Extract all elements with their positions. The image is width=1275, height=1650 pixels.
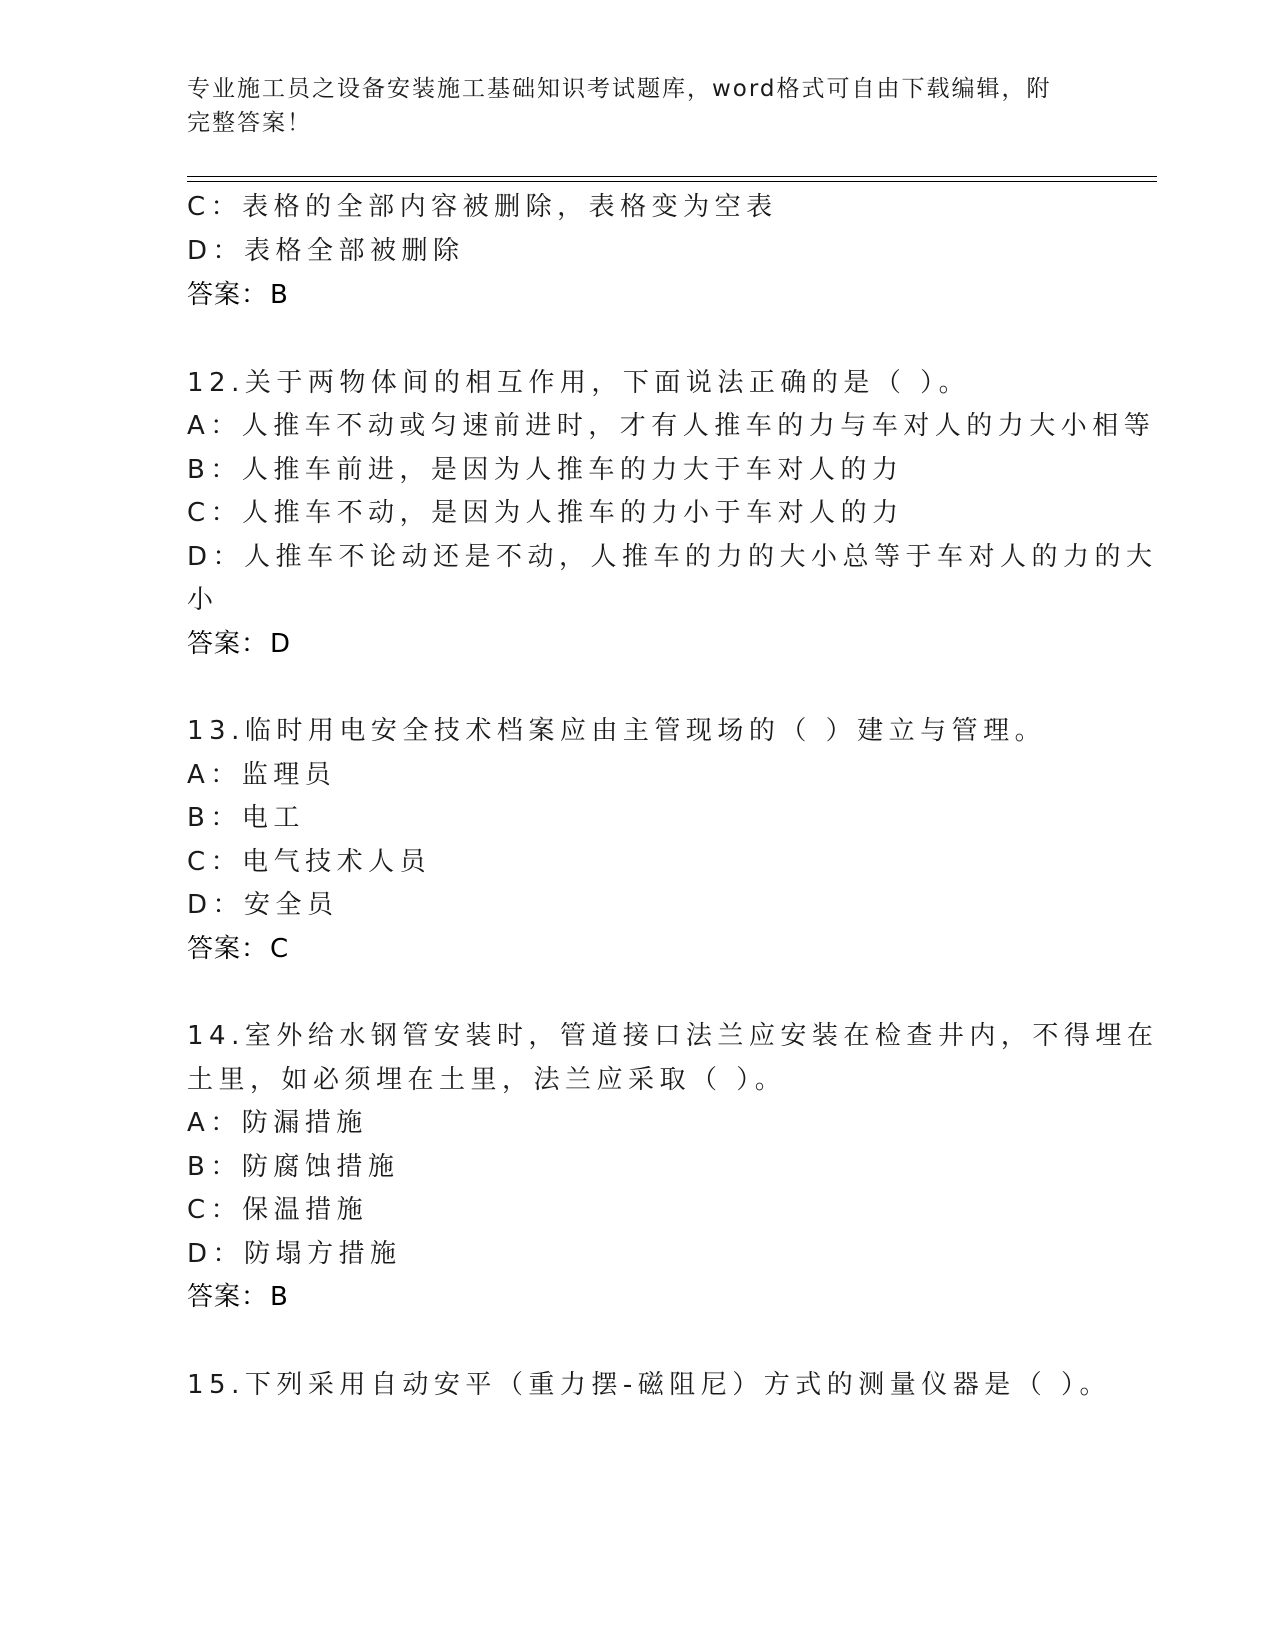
option-a: A：人推车不动或匀速前进时，才有人推车的力与车对人的力大小相等 xyxy=(187,411,1156,441)
question-14: 14.室外给水钢管安装时，管道接口法兰应安装在检查井内，不得埋在 xyxy=(187,1021,1159,1051)
option-a: A：监理员 xyxy=(187,760,337,790)
question-14-continued: 土里，如必须埋在土里，法兰应采取（ ）。 xyxy=(187,1065,787,1095)
answer-label: 答案： xyxy=(187,934,269,964)
header-rule-bottom xyxy=(187,181,1157,182)
option-d: D：表格全部被删除 xyxy=(187,236,465,266)
answer-label: 答案： xyxy=(187,629,269,659)
option-d: D：防塌方措施 xyxy=(187,1239,402,1269)
document-header: 专业施工员之设备安装施工基础知识考试题库，word格式可自由下载编辑，附完整答案！ xyxy=(187,76,1052,136)
option-b: B：人推车前进，是因为人推车的力大于车对人的力 xyxy=(187,455,904,485)
question-12: 12.关于两物体间的相互作用，下面说法正确的是（ ）。 xyxy=(187,368,971,398)
answer-line xyxy=(187,1281,289,1313)
option-a: A：防漏措施 xyxy=(187,1108,368,1138)
answer-value: B xyxy=(270,280,289,310)
option-c: C：电气技术人员 xyxy=(187,847,432,877)
answer-line xyxy=(187,933,289,965)
option-c: C：保温措施 xyxy=(187,1195,369,1225)
question-15: 15.下列采用自动安平（重力摆-磁阻尼）方式的测量仪器是（ ）。 xyxy=(187,1370,1111,1400)
option-b: B：电工 xyxy=(187,803,305,833)
answer-label: 答案： xyxy=(187,280,269,310)
answer-value: D xyxy=(270,629,292,659)
option-d-continued: 小 xyxy=(187,585,219,615)
option-d: D：安全员 xyxy=(187,890,339,920)
answer-line xyxy=(187,279,289,311)
option-d: D：人推车不论动还是不动，人推车的力的大小总等于车对人的力的大 xyxy=(187,542,1158,572)
option-c: C：人推车不动，是因为人推车的力小于车对人的力 xyxy=(187,498,904,528)
answer-label: 答案： xyxy=(187,1282,269,1312)
header-rule-top xyxy=(187,176,1157,177)
question-13: 13.临时用电安全技术档案应由主管现场的（ ）建立与管理。 xyxy=(187,716,1047,746)
answer-value: B xyxy=(270,1282,289,1312)
answer-line xyxy=(187,628,291,660)
option-b: B：防腐蚀措施 xyxy=(187,1152,400,1182)
option-c: C：表格的全部内容被删除，表格变为空表 xyxy=(187,192,778,222)
answer-value: C xyxy=(270,934,290,964)
